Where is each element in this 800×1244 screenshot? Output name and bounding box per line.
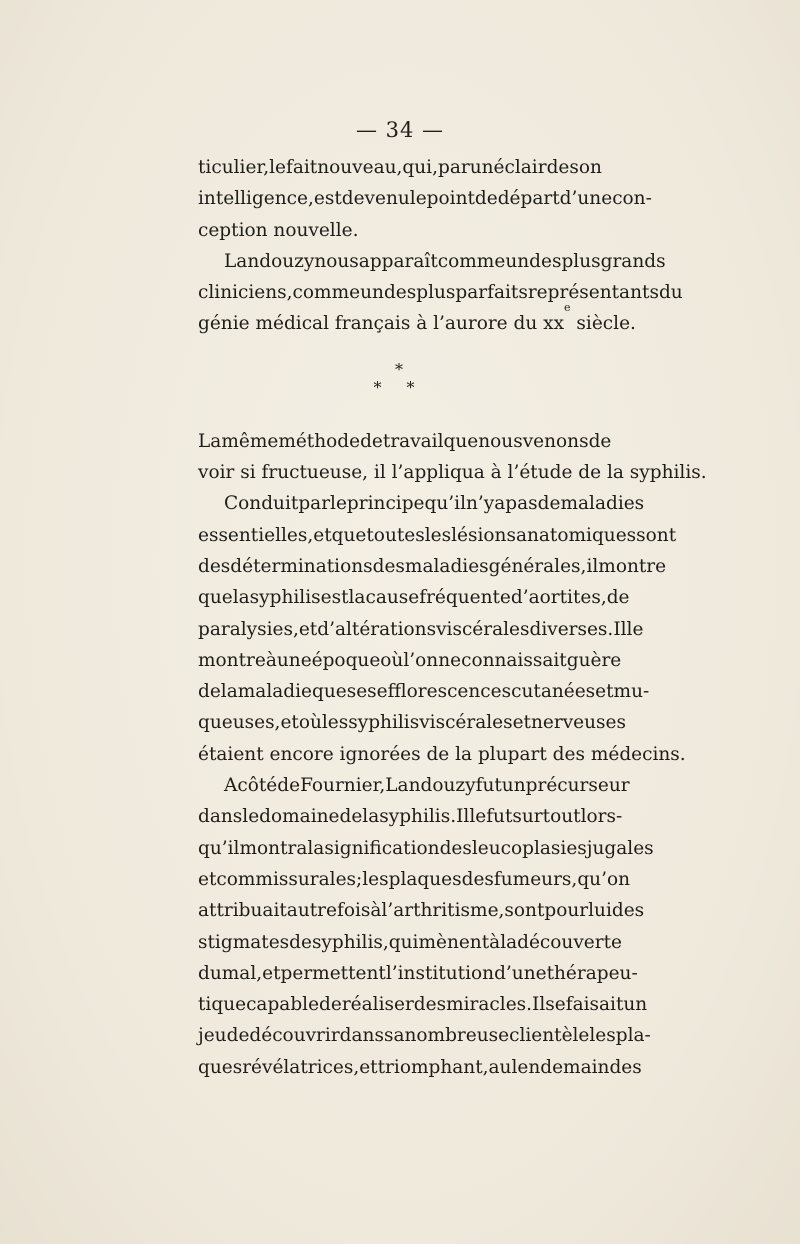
word: devenu xyxy=(341,188,410,210)
word: qu’on xyxy=(577,868,631,890)
word: de xyxy=(198,681,221,703)
text-line xyxy=(198,246,666,277)
word: d’altérations xyxy=(317,618,437,640)
page-number: — 34 — xyxy=(355,118,445,142)
word: qu’il xyxy=(424,493,466,515)
word: déterminations xyxy=(230,555,373,577)
word: de xyxy=(360,430,383,452)
text-line xyxy=(198,551,667,582)
word: cliniciens, xyxy=(198,282,293,304)
word: anatomiques xyxy=(515,524,637,546)
text-line xyxy=(198,958,638,989)
word: capable xyxy=(246,994,320,1016)
word: thérapeu- xyxy=(546,962,638,984)
word: à xyxy=(370,900,382,922)
word: a xyxy=(494,493,506,515)
text-line xyxy=(198,801,623,832)
word: maladie xyxy=(237,681,312,703)
word: par xyxy=(298,493,331,515)
word: grands xyxy=(600,250,666,272)
word: à xyxy=(489,931,501,953)
word: mal, xyxy=(221,962,263,984)
word: la xyxy=(362,806,380,828)
word: représentants xyxy=(527,282,659,304)
paragraph xyxy=(198,488,686,770)
text-line xyxy=(198,989,648,1020)
text-line xyxy=(198,645,622,676)
word: travail xyxy=(382,430,444,452)
text-section-after xyxy=(198,426,707,1083)
word: les xyxy=(424,524,452,546)
word: le xyxy=(626,618,644,640)
word: la xyxy=(307,837,325,859)
word: est xyxy=(313,188,342,210)
word: syphilis xyxy=(348,712,420,734)
word: Landouzy xyxy=(224,250,315,272)
text-line xyxy=(198,833,654,864)
word: A xyxy=(224,775,238,797)
word: fut xyxy=(475,775,502,797)
word: au xyxy=(488,1056,512,1078)
word: et xyxy=(262,962,281,984)
word: des xyxy=(609,1056,642,1078)
text-line xyxy=(198,864,631,895)
word: générales, xyxy=(488,555,587,577)
word: éclair xyxy=(493,157,547,178)
word: nous xyxy=(314,250,359,272)
word: d’une xyxy=(559,188,613,210)
word: des xyxy=(413,994,447,1016)
word: leucoplasies xyxy=(471,837,587,859)
word: un xyxy=(505,250,530,272)
word: diverses. xyxy=(529,618,614,640)
word: des xyxy=(383,282,417,304)
word: ne xyxy=(438,649,462,671)
word: d’une xyxy=(494,962,547,984)
word: lendemain xyxy=(511,1056,610,1078)
text-line: étaient encore ignorées de la plupart des médecins. xyxy=(198,743,686,765)
word: comme xyxy=(292,282,361,304)
word: venons xyxy=(522,430,589,452)
body-text xyxy=(198,152,707,1083)
word: par xyxy=(437,157,470,178)
word: triomphant, xyxy=(377,1056,489,1078)
word: nous xyxy=(478,430,523,452)
word: ticulier, xyxy=(198,157,270,178)
word: lésions xyxy=(451,524,516,546)
paragraph xyxy=(198,152,652,246)
asterism-top: * xyxy=(395,359,403,379)
word: sont xyxy=(504,900,545,922)
word: plus xyxy=(561,250,601,272)
word: et xyxy=(280,712,299,734)
word: cutanées xyxy=(511,681,596,703)
word: intelligence, xyxy=(198,188,314,210)
word: que xyxy=(198,587,233,609)
word: qui xyxy=(388,931,419,953)
word: l’arthritisme, xyxy=(381,900,505,922)
word: ses xyxy=(346,681,377,703)
superscript: e xyxy=(564,301,571,315)
word: Il xyxy=(532,994,546,1016)
word: guère xyxy=(566,649,622,671)
word: permettent xyxy=(280,962,386,984)
word: syphilis. xyxy=(379,806,457,828)
word: surtout xyxy=(512,806,581,828)
paragraph xyxy=(198,246,683,340)
word: des xyxy=(198,555,231,577)
word: d’aortites, xyxy=(510,587,607,609)
word: réaliser xyxy=(341,994,414,1016)
word: méthode xyxy=(278,430,361,452)
word: l’on xyxy=(403,649,439,671)
text-line xyxy=(198,582,630,613)
word: est xyxy=(320,587,349,609)
word: fut xyxy=(486,806,513,828)
word: où xyxy=(380,649,404,671)
text-line xyxy=(198,707,626,738)
text-line: ception nouvelle. xyxy=(198,219,359,241)
word: révélatrices, xyxy=(242,1056,360,1078)
word: Il xyxy=(456,806,470,828)
word: départ xyxy=(497,188,560,210)
word: miracles. xyxy=(446,994,533,1016)
word: attribuait xyxy=(198,900,287,922)
word: ques xyxy=(198,1056,243,1078)
text-section-before xyxy=(198,152,683,340)
word: sa xyxy=(383,1025,405,1047)
word: parfaits xyxy=(455,282,528,304)
word: les xyxy=(321,712,349,734)
word: apparaît xyxy=(358,250,438,272)
word: un xyxy=(469,157,494,178)
word: viscérales xyxy=(419,712,513,734)
word: des xyxy=(461,868,494,890)
word: toutes xyxy=(366,524,425,546)
word: le xyxy=(330,493,347,515)
word: qu’il xyxy=(198,837,240,859)
word: l’institution xyxy=(385,962,495,984)
word: des xyxy=(372,555,405,577)
word: fumeurs, xyxy=(493,868,578,890)
word: jeu xyxy=(198,1025,227,1047)
word: se xyxy=(545,994,566,1016)
asterism-bottom: * * xyxy=(373,377,425,397)
word: le xyxy=(409,188,427,210)
paragraph xyxy=(198,426,707,489)
word: de xyxy=(277,775,301,797)
text-line xyxy=(198,770,630,801)
word: qui, xyxy=(402,157,438,178)
text-line xyxy=(198,277,683,308)
word: le xyxy=(242,806,260,828)
word: maladies xyxy=(404,555,489,577)
word: le xyxy=(269,157,286,178)
text-line xyxy=(198,614,644,645)
paragraph xyxy=(198,770,654,1083)
word: des xyxy=(611,900,645,922)
text-line xyxy=(198,426,612,457)
word: montre xyxy=(598,555,667,577)
word: des xyxy=(529,250,562,272)
word: précurseur xyxy=(525,775,630,797)
text-line: voir si fructueuse, il l’appliqua à l’étude de la syphilis. xyxy=(198,462,707,484)
word: viscérales xyxy=(436,618,530,640)
word: clientèle xyxy=(509,1025,590,1047)
word: et xyxy=(298,618,318,640)
word: faisait xyxy=(565,994,624,1016)
word: dans xyxy=(198,806,243,828)
word: découverte xyxy=(517,931,622,953)
word: sont xyxy=(636,524,677,546)
text-line xyxy=(198,488,645,519)
word: du xyxy=(198,962,222,984)
word: où xyxy=(298,712,322,734)
word: montra xyxy=(239,837,308,859)
word: La xyxy=(198,430,222,452)
word: pas xyxy=(505,493,538,515)
word: nombreuse xyxy=(404,1025,510,1047)
word: domaine xyxy=(259,806,340,828)
word: cause xyxy=(365,587,420,609)
word: montre xyxy=(198,649,266,671)
word: lors- xyxy=(580,806,623,828)
word: syphilis xyxy=(249,587,321,609)
word: nouveau, xyxy=(317,157,403,178)
word: la xyxy=(500,931,518,953)
word: commissurales xyxy=(216,868,357,890)
word: de xyxy=(546,157,570,178)
word: les xyxy=(589,1025,616,1047)
text-line xyxy=(198,183,652,214)
word: Fournier, xyxy=(300,775,386,797)
word: principe xyxy=(346,493,425,515)
word: lui xyxy=(588,900,612,922)
word: la xyxy=(220,681,238,703)
word: efflorescences xyxy=(376,681,512,703)
word: Conduit xyxy=(224,493,299,515)
word: fait xyxy=(285,157,318,178)
word: et xyxy=(198,868,217,890)
word: et xyxy=(313,524,332,546)
text-line xyxy=(198,927,622,958)
word: point xyxy=(426,188,475,210)
text-line xyxy=(198,520,677,551)
word: découvrir xyxy=(249,1025,340,1047)
word: la xyxy=(232,587,250,609)
word: plus xyxy=(416,282,456,304)
word: que xyxy=(443,430,479,452)
word: que xyxy=(311,681,347,703)
word: que xyxy=(331,524,367,546)
word: signification xyxy=(324,837,440,859)
word: de xyxy=(474,188,498,210)
word: de xyxy=(319,994,342,1016)
word: de xyxy=(339,806,363,828)
word: Il xyxy=(613,618,627,640)
text-fragment: siècle. xyxy=(570,313,636,335)
word: même xyxy=(221,430,279,452)
word: un xyxy=(360,282,384,304)
word: de xyxy=(226,1025,250,1047)
word: pla- xyxy=(615,1025,651,1047)
word: un xyxy=(501,775,526,797)
word: à xyxy=(265,649,277,671)
text-line xyxy=(198,152,600,183)
text-line xyxy=(198,676,650,707)
word: stigmates xyxy=(198,931,290,953)
text-line xyxy=(198,895,645,926)
word: il xyxy=(586,555,599,577)
word: paralysies, xyxy=(198,618,299,640)
text-fragment: génie médical français à l’aurore du xx xyxy=(198,313,565,335)
word: tique xyxy=(198,994,247,1016)
word: essentielles, xyxy=(198,524,314,546)
section-separator xyxy=(198,340,600,426)
word: dans xyxy=(339,1025,384,1047)
word: de xyxy=(588,430,612,452)
text-line xyxy=(198,301,636,339)
word: le xyxy=(469,806,487,828)
word: de xyxy=(606,587,630,609)
word: jugales xyxy=(586,837,654,859)
word: connaissait xyxy=(461,649,567,671)
word: la xyxy=(348,587,366,609)
word: et xyxy=(359,1056,378,1078)
word: et xyxy=(595,681,614,703)
word: n’y xyxy=(466,493,495,515)
word: maladies xyxy=(560,493,645,515)
text-line xyxy=(198,1052,642,1083)
word: syphilis, xyxy=(311,931,389,953)
word: époque xyxy=(311,649,381,671)
word: con- xyxy=(612,188,652,210)
word: de xyxy=(289,931,312,953)
word: mu- xyxy=(613,681,650,703)
word: Landouzy xyxy=(385,775,476,797)
word: comme xyxy=(437,250,506,272)
word: son xyxy=(569,157,602,178)
word: ; xyxy=(356,868,363,890)
word: nerveuses xyxy=(531,712,626,734)
word: une xyxy=(276,649,312,671)
word: du xyxy=(658,282,683,304)
word: de xyxy=(537,493,561,515)
word: mènent xyxy=(418,931,490,953)
word: queuses, xyxy=(198,712,281,734)
word: plaques xyxy=(388,868,462,890)
word: autrefois xyxy=(286,900,371,922)
word: pour xyxy=(544,900,589,922)
word: côté xyxy=(237,775,278,797)
word: et xyxy=(512,712,531,734)
word: des xyxy=(439,837,472,859)
word: fréquente xyxy=(419,587,511,609)
word: les xyxy=(362,868,389,890)
text-line xyxy=(198,1020,651,1051)
word: un xyxy=(623,994,648,1016)
